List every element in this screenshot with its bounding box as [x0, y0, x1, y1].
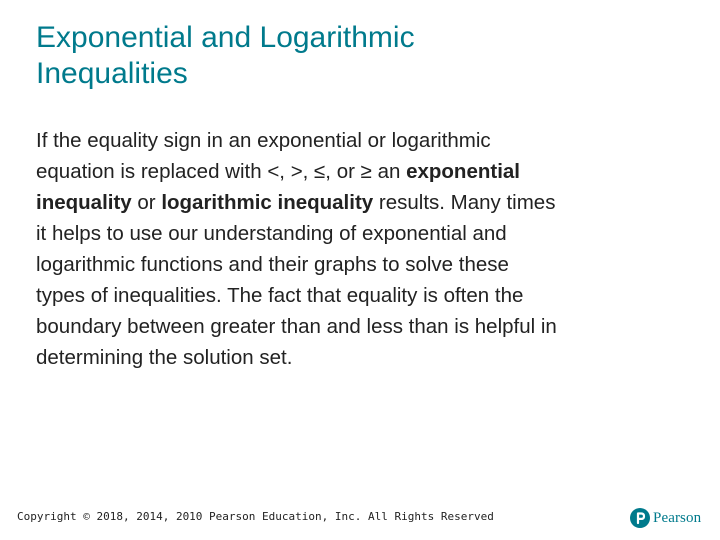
pearson-wordmark: Pearson [653, 509, 702, 526]
body-line-3 [36, 187, 706, 218]
body-line-3-text-b: results. Many times [373, 191, 556, 214]
body-line-6: types of inequalities. The fact that equality is often the [36, 284, 524, 307]
body-line-2 [36, 156, 706, 187]
copyright-notice: Copyright © 2018, 2014, 2010 Pearson Education, Inc. All Rights Reserved [17, 510, 494, 523]
body-line-1: If the equality sign in an exponential or logarithmic [36, 129, 491, 152]
title-line-1: Exponential and Logarithmic [36, 21, 415, 54]
term-inequality: inequality [36, 191, 132, 214]
body-line-4: it helps to use our understanding of exponential and [36, 222, 507, 245]
term-logarithmic-inequality: logarithmic inequality [161, 191, 374, 214]
pearson-logo-icon [630, 508, 650, 528]
body-line-7: boundary between greater than and less than is helpful in [36, 315, 557, 338]
body-line-5: logarithmic functions and their graphs to solve these [36, 253, 509, 276]
body-line-3-text-a: or [131, 191, 162, 214]
body-paragraph [36, 125, 706, 373]
title-line-2: Inequalities [36, 57, 188, 90]
body-line-2-text: equation is replaced with <, >, ≤, or ≥ an [36, 160, 407, 183]
body-line-8: determining the solution set. [36, 346, 293, 369]
pearson-logo [630, 505, 701, 531]
term-exponential: exponential [406, 160, 520, 183]
slide-title [36, 20, 676, 92]
